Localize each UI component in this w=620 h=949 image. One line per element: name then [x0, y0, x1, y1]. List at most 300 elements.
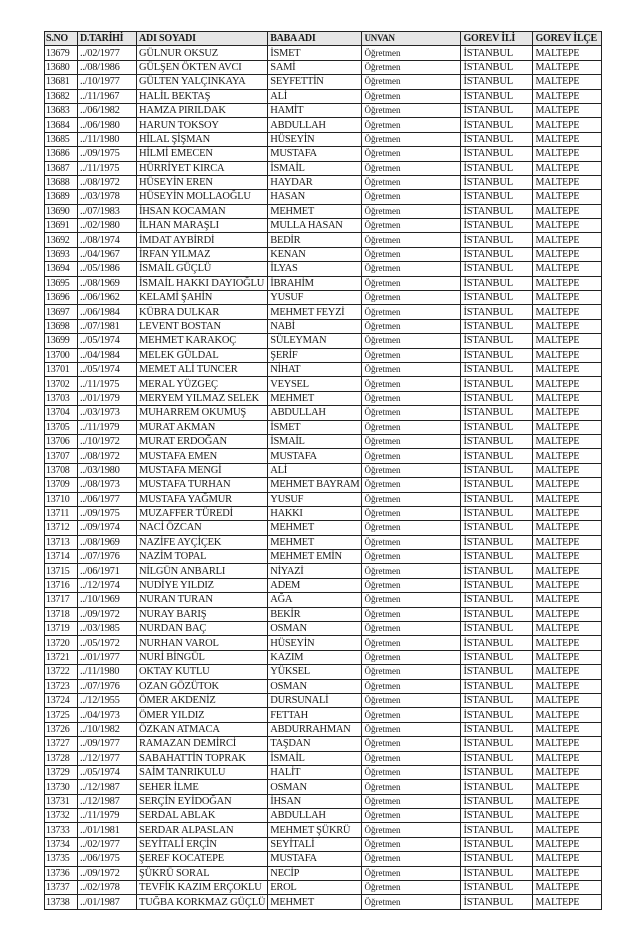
table-row — [45, 291, 602, 305]
cell-sno: 13725 — [45, 708, 78, 722]
cell-title: Öğretmen — [362, 852, 461, 866]
cell-district: MALTEPE — [533, 607, 602, 621]
table-body — [45, 46, 602, 909]
cell-father-name: FETTAH — [268, 708, 362, 722]
cell-birth-date: ../09/1975 — [78, 147, 137, 161]
cell-sno: 13682 — [45, 89, 78, 103]
cell-sno: 13705 — [45, 420, 78, 434]
header-province: GOREV İLİ — [461, 32, 533, 46]
cell-title: Öğretmen — [362, 722, 461, 736]
cell-birth-date: ../02/1977 — [78, 46, 137, 60]
cell-title: Öğretmen — [362, 46, 461, 60]
cell-full-name: NAZİFE AYÇİÇEK — [137, 535, 268, 549]
cell-title: Öğretmen — [362, 334, 461, 348]
cell-title: Öğretmen — [362, 593, 461, 607]
cell-father-name: MEHMET EMİN — [268, 550, 362, 564]
cell-district: MALTEPE — [533, 708, 602, 722]
cell-title: Öğretmen — [362, 780, 461, 794]
table-row — [45, 665, 602, 679]
cell-full-name: ÖZKAN ATMACA — [137, 722, 268, 736]
cell-birth-date: ../01/1981 — [78, 823, 137, 837]
cell-full-name: HARUN TOKSOY — [137, 118, 268, 132]
cell-full-name: SERÇİN EYİDOĞAN — [137, 794, 268, 808]
cell-province: İSTANBUL — [461, 622, 533, 636]
cell-province: İSTANBUL — [461, 607, 533, 621]
cell-father-name: MEHMET — [268, 521, 362, 535]
cell-sno: 13683 — [45, 103, 78, 117]
cell-father-name: OSMAN — [268, 679, 362, 693]
cell-birth-date: ../09/1974 — [78, 521, 137, 535]
table-row — [45, 636, 602, 650]
cell-sno: 13679 — [45, 46, 78, 60]
cell-birth-date: ../10/1972 — [78, 434, 137, 448]
cell-full-name: KELAMİ ŞAHİN — [137, 291, 268, 305]
cell-district: MALTEPE — [533, 334, 602, 348]
cell-province: İSTANBUL — [461, 46, 533, 60]
cell-sno: 13681 — [45, 75, 78, 89]
cell-province: İSTANBUL — [461, 650, 533, 664]
cell-full-name: SEYİTALİ ERÇİN — [137, 837, 268, 851]
cell-birth-date: ../07/1981 — [78, 319, 137, 333]
cell-birth-date: ../04/1984 — [78, 348, 137, 362]
cell-province: İSTANBUL — [461, 319, 533, 333]
cell-sno: 13698 — [45, 319, 78, 333]
cell-father-name: MEHMET — [268, 895, 362, 909]
cell-province: İSTANBUL — [461, 132, 533, 146]
cell-birth-date: ../10/1969 — [78, 593, 137, 607]
table-row — [45, 204, 602, 218]
cell-sno: 13724 — [45, 693, 78, 707]
cell-province: İSTANBUL — [461, 118, 533, 132]
cell-sno: 13714 — [45, 550, 78, 564]
table-row — [45, 449, 602, 463]
cell-province: İSTANBUL — [461, 693, 533, 707]
cell-province: İSTANBUL — [461, 362, 533, 376]
cell-birth-date: ../03/1978 — [78, 190, 137, 204]
cell-full-name: MURAT AKMAN — [137, 420, 268, 434]
table-row — [45, 693, 602, 707]
cell-father-name: İSMET — [268, 46, 362, 60]
cell-sno: 13680 — [45, 60, 78, 74]
cell-title: Öğretmen — [362, 794, 461, 808]
cell-sno: 13693 — [45, 247, 78, 261]
table-row — [45, 190, 602, 204]
cell-title: Öğretmen — [362, 247, 461, 261]
cell-father-name: MEHMET ŞÜKRÜ — [268, 823, 362, 837]
cell-title: Öğretmen — [362, 305, 461, 319]
header-sno: S.NO — [45, 32, 78, 46]
cell-sno: 13729 — [45, 765, 78, 779]
cell-birth-date: ../03/1973 — [78, 406, 137, 420]
cell-birth-date: ../02/1980 — [78, 219, 137, 233]
cell-province: İSTANBUL — [461, 593, 533, 607]
cell-birth-date: ../09/1975 — [78, 506, 137, 520]
cell-full-name: SAİM TANRIKULU — [137, 765, 268, 779]
cell-district: MALTEPE — [533, 550, 602, 564]
cell-title: Öğretmen — [362, 118, 461, 132]
cell-father-name: SEYİTALİ — [268, 837, 362, 851]
cell-father-name: MEHMET — [268, 204, 362, 218]
table-row — [45, 881, 602, 895]
table-row — [45, 262, 602, 276]
cell-province: İSTANBUL — [461, 391, 533, 405]
cell-title: Öğretmen — [362, 708, 461, 722]
cell-birth-date: ../05/1972 — [78, 636, 137, 650]
cell-sno: 13696 — [45, 291, 78, 305]
cell-title: Öğretmen — [362, 492, 461, 506]
cell-birth-date: ../05/1986 — [78, 262, 137, 276]
table-row — [45, 837, 602, 851]
cell-father-name: YUSUF — [268, 291, 362, 305]
cell-province: İSTANBUL — [461, 837, 533, 851]
table-row — [45, 492, 602, 506]
cell-father-name: HAKKI — [268, 506, 362, 520]
table-row — [45, 593, 602, 607]
cell-full-name: RAMAZAN DEMİRCİ — [137, 737, 268, 751]
cell-birth-date: ../07/1976 — [78, 679, 137, 693]
cell-province: İSTANBUL — [461, 578, 533, 592]
cell-province: İSTANBUL — [461, 636, 533, 650]
cell-district: MALTEPE — [533, 362, 602, 376]
cell-father-name: NİHAT — [268, 362, 362, 376]
cell-full-name: HAMZA PIRILDAK — [137, 103, 268, 117]
cell-father-name: OSMAN — [268, 780, 362, 794]
cell-province: İSTANBUL — [461, 852, 533, 866]
cell-full-name: MUHARREM OKUMUŞ — [137, 406, 268, 420]
cell-sno: 13704 — [45, 406, 78, 420]
cell-birth-date: ../10/1982 — [78, 722, 137, 736]
table-row — [45, 866, 602, 880]
cell-district: MALTEPE — [533, 665, 602, 679]
cell-sno: 13700 — [45, 348, 78, 362]
cell-sno: 13691 — [45, 219, 78, 233]
table-row — [45, 175, 602, 189]
cell-province: İSTANBUL — [461, 881, 533, 895]
table-row — [45, 118, 602, 132]
cell-sno: 13721 — [45, 650, 78, 664]
cell-province: İSTANBUL — [461, 89, 533, 103]
cell-district: MALTEPE — [533, 794, 602, 808]
cell-full-name: SERDAR ALPASLAN — [137, 823, 268, 837]
cell-full-name: İSMAİL GÜÇLÜ — [137, 262, 268, 276]
cell-province: İSTANBUL — [461, 492, 533, 506]
table-row — [45, 679, 602, 693]
cell-sno: 13726 — [45, 722, 78, 736]
table-row — [45, 247, 602, 261]
cell-title: Öğretmen — [362, 319, 461, 333]
cell-full-name: NACİ ÖZCAN — [137, 521, 268, 535]
table-row — [45, 406, 602, 420]
cell-birth-date: ../12/1987 — [78, 780, 137, 794]
cell-father-name: KENAN — [268, 247, 362, 261]
cell-sno: 13723 — [45, 679, 78, 693]
cell-father-name: BEKİR — [268, 607, 362, 621]
cell-father-name: AĞA — [268, 593, 362, 607]
cell-province: İSTANBUL — [461, 463, 533, 477]
cell-father-name: MUSTAFA — [268, 147, 362, 161]
cell-title: Öğretmen — [362, 765, 461, 779]
cell-full-name: İLHAN MARAŞLI — [137, 219, 268, 233]
cell-province: İSTANBUL — [461, 334, 533, 348]
table-row — [45, 60, 602, 74]
cell-title: Öğretmen — [362, 132, 461, 146]
document-page — [44, 31, 602, 910]
cell-full-name: MUZAFFER TÜREDİ — [137, 506, 268, 520]
cell-full-name: GÜLNUR OKSUZ — [137, 46, 268, 60]
cell-sno: 13715 — [45, 564, 78, 578]
table-row — [45, 305, 602, 319]
cell-title: Öğretmen — [362, 204, 461, 218]
cell-father-name: ABDULLAH — [268, 406, 362, 420]
table-row — [45, 794, 602, 808]
cell-district: MALTEPE — [533, 765, 602, 779]
cell-title: Öğretmen — [362, 866, 461, 880]
cell-father-name: HAYDAR — [268, 175, 362, 189]
cell-birth-date: ../05/1974 — [78, 765, 137, 779]
cell-birth-date: ../06/1975 — [78, 852, 137, 866]
cell-title: Öğretmen — [362, 190, 461, 204]
cell-birth-date: ../02/1977 — [78, 837, 137, 851]
cell-province: İSTANBUL — [461, 895, 533, 909]
cell-province: İSTANBUL — [461, 665, 533, 679]
cell-title: Öğretmen — [362, 737, 461, 751]
cell-sno: 13689 — [45, 190, 78, 204]
cell-father-name: HAMİT — [268, 103, 362, 117]
cell-district: MALTEPE — [533, 751, 602, 765]
table-row — [45, 622, 602, 636]
cell-full-name: NURİ BİNGÜL — [137, 650, 268, 664]
cell-district: MALTEPE — [533, 204, 602, 218]
cell-full-name: HÜSEYİN EREN — [137, 175, 268, 189]
cell-province: İSTANBUL — [461, 190, 533, 204]
cell-father-name: KAZIM — [268, 650, 362, 664]
cell-title: Öğretmen — [362, 535, 461, 549]
table-row — [45, 103, 602, 117]
cell-district: MALTEPE — [533, 780, 602, 794]
cell-full-name: NAZİM TOPAL — [137, 550, 268, 564]
cell-title: Öğretmen — [362, 449, 461, 463]
cell-province: İSTANBUL — [461, 521, 533, 535]
cell-birth-date: ../06/1980 — [78, 118, 137, 132]
cell-province: İSTANBUL — [461, 348, 533, 362]
cell-district: MALTEPE — [533, 147, 602, 161]
cell-sno: 13697 — [45, 305, 78, 319]
cell-district: MALTEPE — [533, 391, 602, 405]
cell-district: MALTEPE — [533, 219, 602, 233]
table-row — [45, 463, 602, 477]
cell-province: İSTANBUL — [461, 247, 533, 261]
cell-province: İSTANBUL — [461, 175, 533, 189]
cell-province: İSTANBUL — [461, 564, 533, 578]
cell-province: İSTANBUL — [461, 780, 533, 794]
cell-full-name: NURDAN BAÇ — [137, 622, 268, 636]
cell-father-name: VEYSEL — [268, 377, 362, 391]
cell-full-name: MERAL YÜZGEÇ — [137, 377, 268, 391]
cell-province: İSTANBUL — [461, 434, 533, 448]
cell-father-name: EROL — [268, 881, 362, 895]
cell-birth-date: ../04/1967 — [78, 247, 137, 261]
cell-birth-date: ../03/1980 — [78, 463, 137, 477]
table-row — [45, 276, 602, 290]
cell-full-name: TEVFİK KAZIM ERÇOKLU — [137, 881, 268, 895]
cell-title: Öğretmen — [362, 147, 461, 161]
cell-sno: 13728 — [45, 751, 78, 765]
cell-full-name: MELEK GÜLDAL — [137, 348, 268, 362]
table-row — [45, 737, 602, 751]
cell-title: Öğretmen — [362, 837, 461, 851]
cell-full-name: HÜRRİYET KIRCA — [137, 161, 268, 175]
table-header-row — [45, 32, 602, 46]
cell-title: Öğretmen — [362, 60, 461, 74]
cell-father-name: İSMAİL — [268, 161, 362, 175]
cell-title: Öğretmen — [362, 693, 461, 707]
cell-sno: 13699 — [45, 334, 78, 348]
cell-sno: 13695 — [45, 276, 78, 290]
cell-full-name: MEHMET KARAKOÇ — [137, 334, 268, 348]
cell-father-name: NABİ — [268, 319, 362, 333]
cell-sno: 13720 — [45, 636, 78, 650]
table-row — [45, 751, 602, 765]
cell-birth-date: ../05/1974 — [78, 362, 137, 376]
table-row — [45, 219, 602, 233]
cell-district: MALTEPE — [533, 103, 602, 117]
cell-district: MALTEPE — [533, 866, 602, 880]
cell-sno: 13703 — [45, 391, 78, 405]
cell-birth-date: ../11/1975 — [78, 161, 137, 175]
cell-full-name: TUĞBA KORKMAZ GÜÇLÜ — [137, 895, 268, 909]
cell-birth-date: ../11/1980 — [78, 665, 137, 679]
cell-father-name: ABDURRAHMAN — [268, 722, 362, 736]
cell-sno: 13694 — [45, 262, 78, 276]
cell-birth-date: ../12/1987 — [78, 794, 137, 808]
cell-district: MALTEPE — [533, 175, 602, 189]
cell-district: MALTEPE — [533, 89, 602, 103]
cell-title: Öğretmen — [362, 607, 461, 621]
table-row — [45, 895, 602, 909]
cell-title: Öğretmen — [362, 550, 461, 564]
cell-district: MALTEPE — [533, 578, 602, 592]
cell-father-name: NECİP — [268, 866, 362, 880]
cell-district: MALTEPE — [533, 161, 602, 175]
cell-title: Öğretmen — [362, 406, 461, 420]
cell-sno: 13731 — [45, 794, 78, 808]
cell-province: İSTANBUL — [461, 60, 533, 74]
cell-title: Öğretmen — [362, 420, 461, 434]
cell-sno: 13712 — [45, 521, 78, 535]
cell-father-name: HALİT — [268, 765, 362, 779]
cell-title: Öğretmen — [362, 262, 461, 276]
cell-full-name: HİLMİ EMECEN — [137, 147, 268, 161]
cell-sno: 13722 — [45, 665, 78, 679]
cell-full-name: MUSTAFA TURHAN — [137, 478, 268, 492]
table-row — [45, 478, 602, 492]
cell-father-name: HÜSEYİN — [268, 132, 362, 146]
table-row — [45, 535, 602, 549]
cell-district: MALTEPE — [533, 75, 602, 89]
table-row — [45, 708, 602, 722]
cell-district: MALTEPE — [533, 593, 602, 607]
cell-title: Öğretmen — [362, 650, 461, 664]
cell-father-name: ADEM — [268, 578, 362, 592]
cell-district: MALTEPE — [533, 118, 602, 132]
cell-district: MALTEPE — [533, 737, 602, 751]
table-row — [45, 334, 602, 348]
table-row — [45, 132, 602, 146]
cell-full-name: İMDAT AYBİRDİ — [137, 233, 268, 247]
cell-province: İSTANBUL — [461, 377, 533, 391]
cell-province: İSTANBUL — [461, 233, 533, 247]
cell-district: MALTEPE — [533, 837, 602, 851]
cell-title: Öğretmen — [362, 665, 461, 679]
cell-province: İSTANBUL — [461, 765, 533, 779]
cell-full-name: OKTAY KUTLU — [137, 665, 268, 679]
cell-birth-date: ../11/1979 — [78, 420, 137, 434]
cell-birth-date: ../11/1967 — [78, 89, 137, 103]
cell-father-name: SEYFETTİN — [268, 75, 362, 89]
cell-district: MALTEPE — [533, 434, 602, 448]
cell-province: İSTANBUL — [461, 291, 533, 305]
cell-district: MALTEPE — [533, 449, 602, 463]
cell-father-name: HASAN — [268, 190, 362, 204]
cell-sno: 13736 — [45, 866, 78, 880]
cell-title: Öğretmen — [362, 895, 461, 909]
cell-title: Öğretmen — [362, 348, 461, 362]
cell-father-name: BEDİR — [268, 233, 362, 247]
cell-birth-date: ../08/1974 — [78, 233, 137, 247]
table-row — [45, 46, 602, 60]
cell-title: Öğretmen — [362, 823, 461, 837]
table-row — [45, 161, 602, 175]
cell-province: İSTANBUL — [461, 823, 533, 837]
cell-district: MALTEPE — [533, 521, 602, 535]
cell-father-name: İBRAHİM — [268, 276, 362, 290]
table-row — [45, 348, 602, 362]
cell-district: MALTEPE — [533, 622, 602, 636]
cell-district: MALTEPE — [533, 262, 602, 276]
cell-father-name: MUSTAFA — [268, 852, 362, 866]
cell-birth-date: ../06/1977 — [78, 492, 137, 506]
cell-sno: 13708 — [45, 463, 78, 477]
cell-full-name: GÜLTEN YALÇINKAYA — [137, 75, 268, 89]
cell-full-name: İHSAN KOCAMAN — [137, 204, 268, 218]
cell-birth-date: ../07/1983 — [78, 204, 137, 218]
table-row — [45, 852, 602, 866]
cell-full-name: MUSTAFA EMEN — [137, 449, 268, 463]
cell-full-name: ÖMER AKDENİZ — [137, 693, 268, 707]
cell-father-name: İLYAS — [268, 262, 362, 276]
cell-birth-date: ../08/1969 — [78, 535, 137, 549]
cell-birth-date: ../12/1977 — [78, 751, 137, 765]
cell-birth-date: ../09/1972 — [78, 607, 137, 621]
cell-full-name: GÜLŞEN ÖKTEN AVCI — [137, 60, 268, 74]
table-row — [45, 89, 602, 103]
cell-district: MALTEPE — [533, 406, 602, 420]
cell-father-name: YÜKSEL — [268, 665, 362, 679]
cell-province: İSTANBUL — [461, 420, 533, 434]
cell-district: MALTEPE — [533, 881, 602, 895]
table-row — [45, 809, 602, 823]
cell-title: Öğretmen — [362, 391, 461, 405]
cell-sno: 13711 — [45, 506, 78, 520]
cell-birth-date: ../09/1972 — [78, 866, 137, 880]
cell-full-name: LEVENT BOSTAN — [137, 319, 268, 333]
cell-title: Öğretmen — [362, 233, 461, 247]
cell-title: Öğretmen — [362, 679, 461, 693]
cell-sno: 13737 — [45, 881, 78, 895]
cell-sno: 13707 — [45, 449, 78, 463]
cell-province: İSTANBUL — [461, 75, 533, 89]
cell-full-name: HÜSEYİN MOLLAOĞLU — [137, 190, 268, 204]
